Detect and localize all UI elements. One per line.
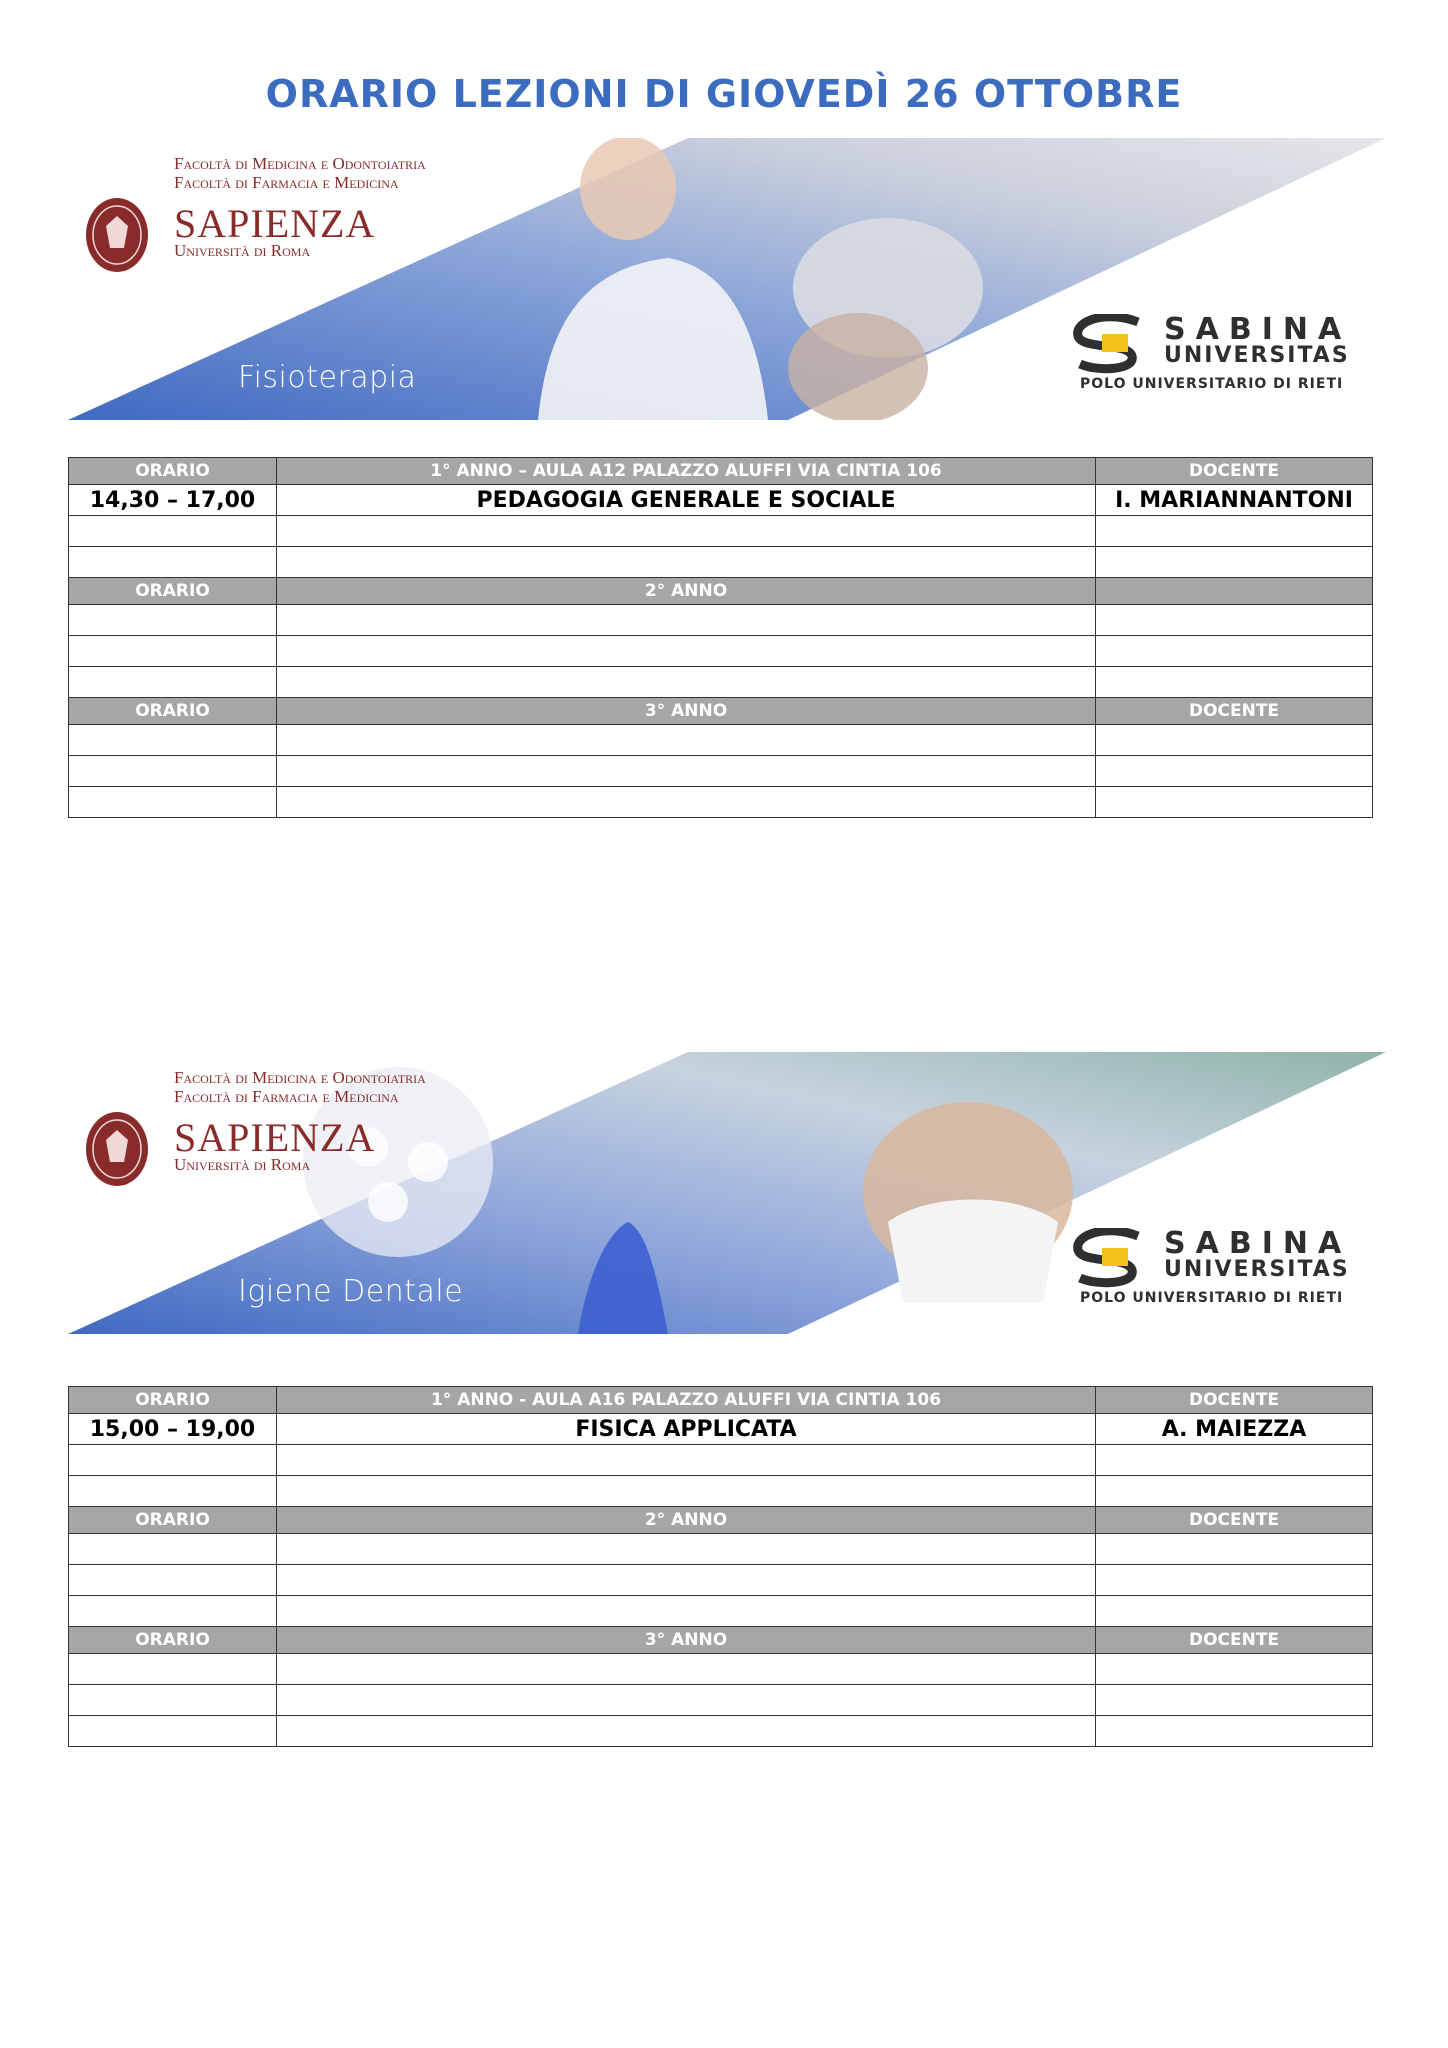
partner-tagline: POLO UNIVERSITARIO DI RIETI bbox=[1080, 376, 1344, 392]
cell-teacher bbox=[1096, 1565, 1373, 1596]
cell-subject bbox=[277, 756, 1096, 787]
faculty-line-1: Facoltà di Medicina e Odontoiatria bbox=[174, 1068, 426, 1087]
table-row bbox=[69, 1414, 1373, 1445]
partner-subtitle: UNIVERSITAS bbox=[1164, 343, 1350, 368]
cell-subject bbox=[277, 636, 1096, 667]
cell-subject bbox=[277, 1654, 1096, 1685]
cell-teacher bbox=[1096, 1534, 1373, 1565]
page-title: ORARIO LEZIONI DI GIOVEDÌ 26 OTTOBRE bbox=[265, 72, 1183, 116]
cell-subject bbox=[277, 1445, 1096, 1476]
table-header-row bbox=[69, 458, 1373, 485]
sabina-s-icon bbox=[1068, 1228, 1158, 1288]
cell-subject bbox=[277, 787, 1096, 818]
cell-time bbox=[69, 605, 277, 636]
table-header-row bbox=[69, 1507, 1373, 1534]
table-header-row bbox=[69, 1387, 1373, 1414]
cell-time bbox=[69, 1654, 277, 1685]
partner-name: SABINA bbox=[1164, 312, 1352, 347]
cell-teacher bbox=[1096, 636, 1373, 667]
cell-subject bbox=[277, 1476, 1096, 1507]
cell-time bbox=[69, 1476, 277, 1507]
sabina-universitas-logo bbox=[1068, 1228, 1368, 1308]
cell-subject bbox=[277, 547, 1096, 578]
cell-time: 14,30 – 17,00 bbox=[69, 485, 277, 516]
table-header-row bbox=[69, 698, 1373, 725]
table-row bbox=[69, 756, 1373, 787]
sabina-s-icon bbox=[1068, 314, 1158, 374]
cell-time bbox=[69, 516, 277, 547]
cell-teacher bbox=[1096, 1476, 1373, 1507]
university-subtitle: Università di Roma bbox=[174, 241, 311, 260]
cell-time bbox=[69, 1685, 277, 1716]
table-row bbox=[69, 605, 1373, 636]
header-teacher: DOCENTE bbox=[1096, 1627, 1373, 1654]
table-row bbox=[69, 787, 1373, 818]
cell-teacher bbox=[1096, 547, 1373, 578]
faculty-line-2: Facoltà di Farmacia e Medicina bbox=[174, 173, 399, 192]
table-header-row bbox=[69, 578, 1373, 605]
header-year-room: 3° ANNO bbox=[277, 698, 1096, 725]
sapienza-seal-icon bbox=[84, 1110, 150, 1188]
header-teacher: DOCENTE bbox=[1096, 698, 1373, 725]
header-time: ORARIO bbox=[69, 458, 277, 485]
cell-teacher: A. MAIEZZA bbox=[1096, 1414, 1373, 1445]
cell-teacher bbox=[1096, 725, 1373, 756]
partner-tagline: POLO UNIVERSITARIO DI RIETI bbox=[1080, 1290, 1344, 1306]
banner-igiene-dentale bbox=[68, 1052, 1386, 1334]
header-teacher: DOCENTE bbox=[1096, 1387, 1373, 1414]
faculty-line-1: Facoltà di Medicina e Odontoiatria bbox=[174, 154, 426, 173]
university-name: SAPIENZA bbox=[174, 201, 376, 246]
header-year-room: 2° ANNO bbox=[277, 578, 1096, 605]
header-year-room: 1° ANNO - AULA A16 PALAZZO ALUFFI VIA CINTIA 106 bbox=[277, 1387, 1096, 1414]
cell-time bbox=[69, 1596, 277, 1627]
cell-teacher bbox=[1096, 756, 1373, 787]
cell-teacher bbox=[1096, 1654, 1373, 1685]
cell-time bbox=[69, 787, 277, 818]
cell-teacher: I. MARIANNANTONI bbox=[1096, 485, 1373, 516]
table-row bbox=[69, 1654, 1373, 1685]
cell-subject: PEDAGOGIA GENERALE E SOCIALE bbox=[277, 485, 1096, 516]
table-row bbox=[69, 1445, 1373, 1476]
table-row bbox=[69, 547, 1373, 578]
sapienza-seal-icon bbox=[84, 196, 150, 274]
table-row bbox=[69, 1534, 1373, 1565]
schedule-table-fisioterapia bbox=[68, 457, 1373, 818]
cell-subject bbox=[277, 1534, 1096, 1565]
cell-subject bbox=[277, 667, 1096, 698]
university-name: SAPIENZA bbox=[174, 1115, 376, 1160]
cell-subject bbox=[277, 516, 1096, 547]
table-row bbox=[69, 485, 1373, 516]
header-time: ORARIO bbox=[69, 1507, 277, 1534]
table-row bbox=[69, 1596, 1373, 1627]
cell-teacher bbox=[1096, 516, 1373, 547]
header-time: ORARIO bbox=[69, 578, 277, 605]
cell-time bbox=[69, 1534, 277, 1565]
table-row bbox=[69, 516, 1373, 547]
header-time: ORARIO bbox=[69, 698, 277, 725]
partner-name: SABINA bbox=[1164, 1226, 1352, 1261]
table-row bbox=[69, 725, 1373, 756]
schedule-table-igiene-dentale bbox=[68, 1386, 1373, 1747]
header-time: ORARIO bbox=[69, 1387, 277, 1414]
cell-teacher bbox=[1096, 667, 1373, 698]
university-subtitle: Università di Roma bbox=[174, 1155, 311, 1174]
cell-time bbox=[69, 756, 277, 787]
table-row bbox=[69, 1716, 1373, 1747]
table-row bbox=[69, 1685, 1373, 1716]
cell-teacher bbox=[1096, 605, 1373, 636]
partner-subtitle: UNIVERSITAS bbox=[1164, 1257, 1350, 1282]
cell-time bbox=[69, 725, 277, 756]
cell-teacher bbox=[1096, 1445, 1373, 1476]
cell-subject: FISICA APPLICATA bbox=[277, 1414, 1096, 1445]
header-teacher bbox=[1096, 578, 1373, 605]
cell-subject bbox=[277, 605, 1096, 636]
course-name: Fisioterapia bbox=[238, 360, 417, 395]
cell-time bbox=[69, 1445, 277, 1476]
header-year-room: 3° ANNO bbox=[277, 1627, 1096, 1654]
cell-time bbox=[69, 636, 277, 667]
cell-subject bbox=[277, 1716, 1096, 1747]
table-header-row bbox=[69, 1627, 1373, 1654]
cell-time bbox=[69, 667, 277, 698]
cell-time: 15,00 – 19,00 bbox=[69, 1414, 277, 1445]
cell-time bbox=[69, 547, 277, 578]
cell-teacher bbox=[1096, 787, 1373, 818]
header-year-room: 1° ANNO – AULA A12 PALAZZO ALUFFI VIA CINTIA 106 bbox=[277, 458, 1096, 485]
table-row bbox=[69, 667, 1373, 698]
cell-teacher bbox=[1096, 1716, 1373, 1747]
cell-teacher bbox=[1096, 1685, 1373, 1716]
sabina-universitas-logo bbox=[1068, 314, 1368, 394]
header-teacher: DOCENTE bbox=[1096, 458, 1373, 485]
table-row bbox=[69, 1476, 1373, 1507]
table-row bbox=[69, 1565, 1373, 1596]
faculty-line-2: Facoltà di Farmacia e Medicina bbox=[174, 1087, 399, 1106]
cell-teacher bbox=[1096, 1596, 1373, 1627]
banner-fisioterapia bbox=[68, 138, 1386, 420]
cell-subject bbox=[277, 1565, 1096, 1596]
cell-subject bbox=[277, 1685, 1096, 1716]
cell-time bbox=[69, 1716, 277, 1747]
header-year-room: 2° ANNO bbox=[277, 1507, 1096, 1534]
table-row bbox=[69, 636, 1373, 667]
header-teacher: DOCENTE bbox=[1096, 1507, 1373, 1534]
cell-subject bbox=[277, 725, 1096, 756]
cell-subject bbox=[277, 1596, 1096, 1627]
cell-time bbox=[69, 1565, 277, 1596]
header-time: ORARIO bbox=[69, 1627, 277, 1654]
course-name: Igiene Dentale bbox=[238, 1274, 464, 1309]
